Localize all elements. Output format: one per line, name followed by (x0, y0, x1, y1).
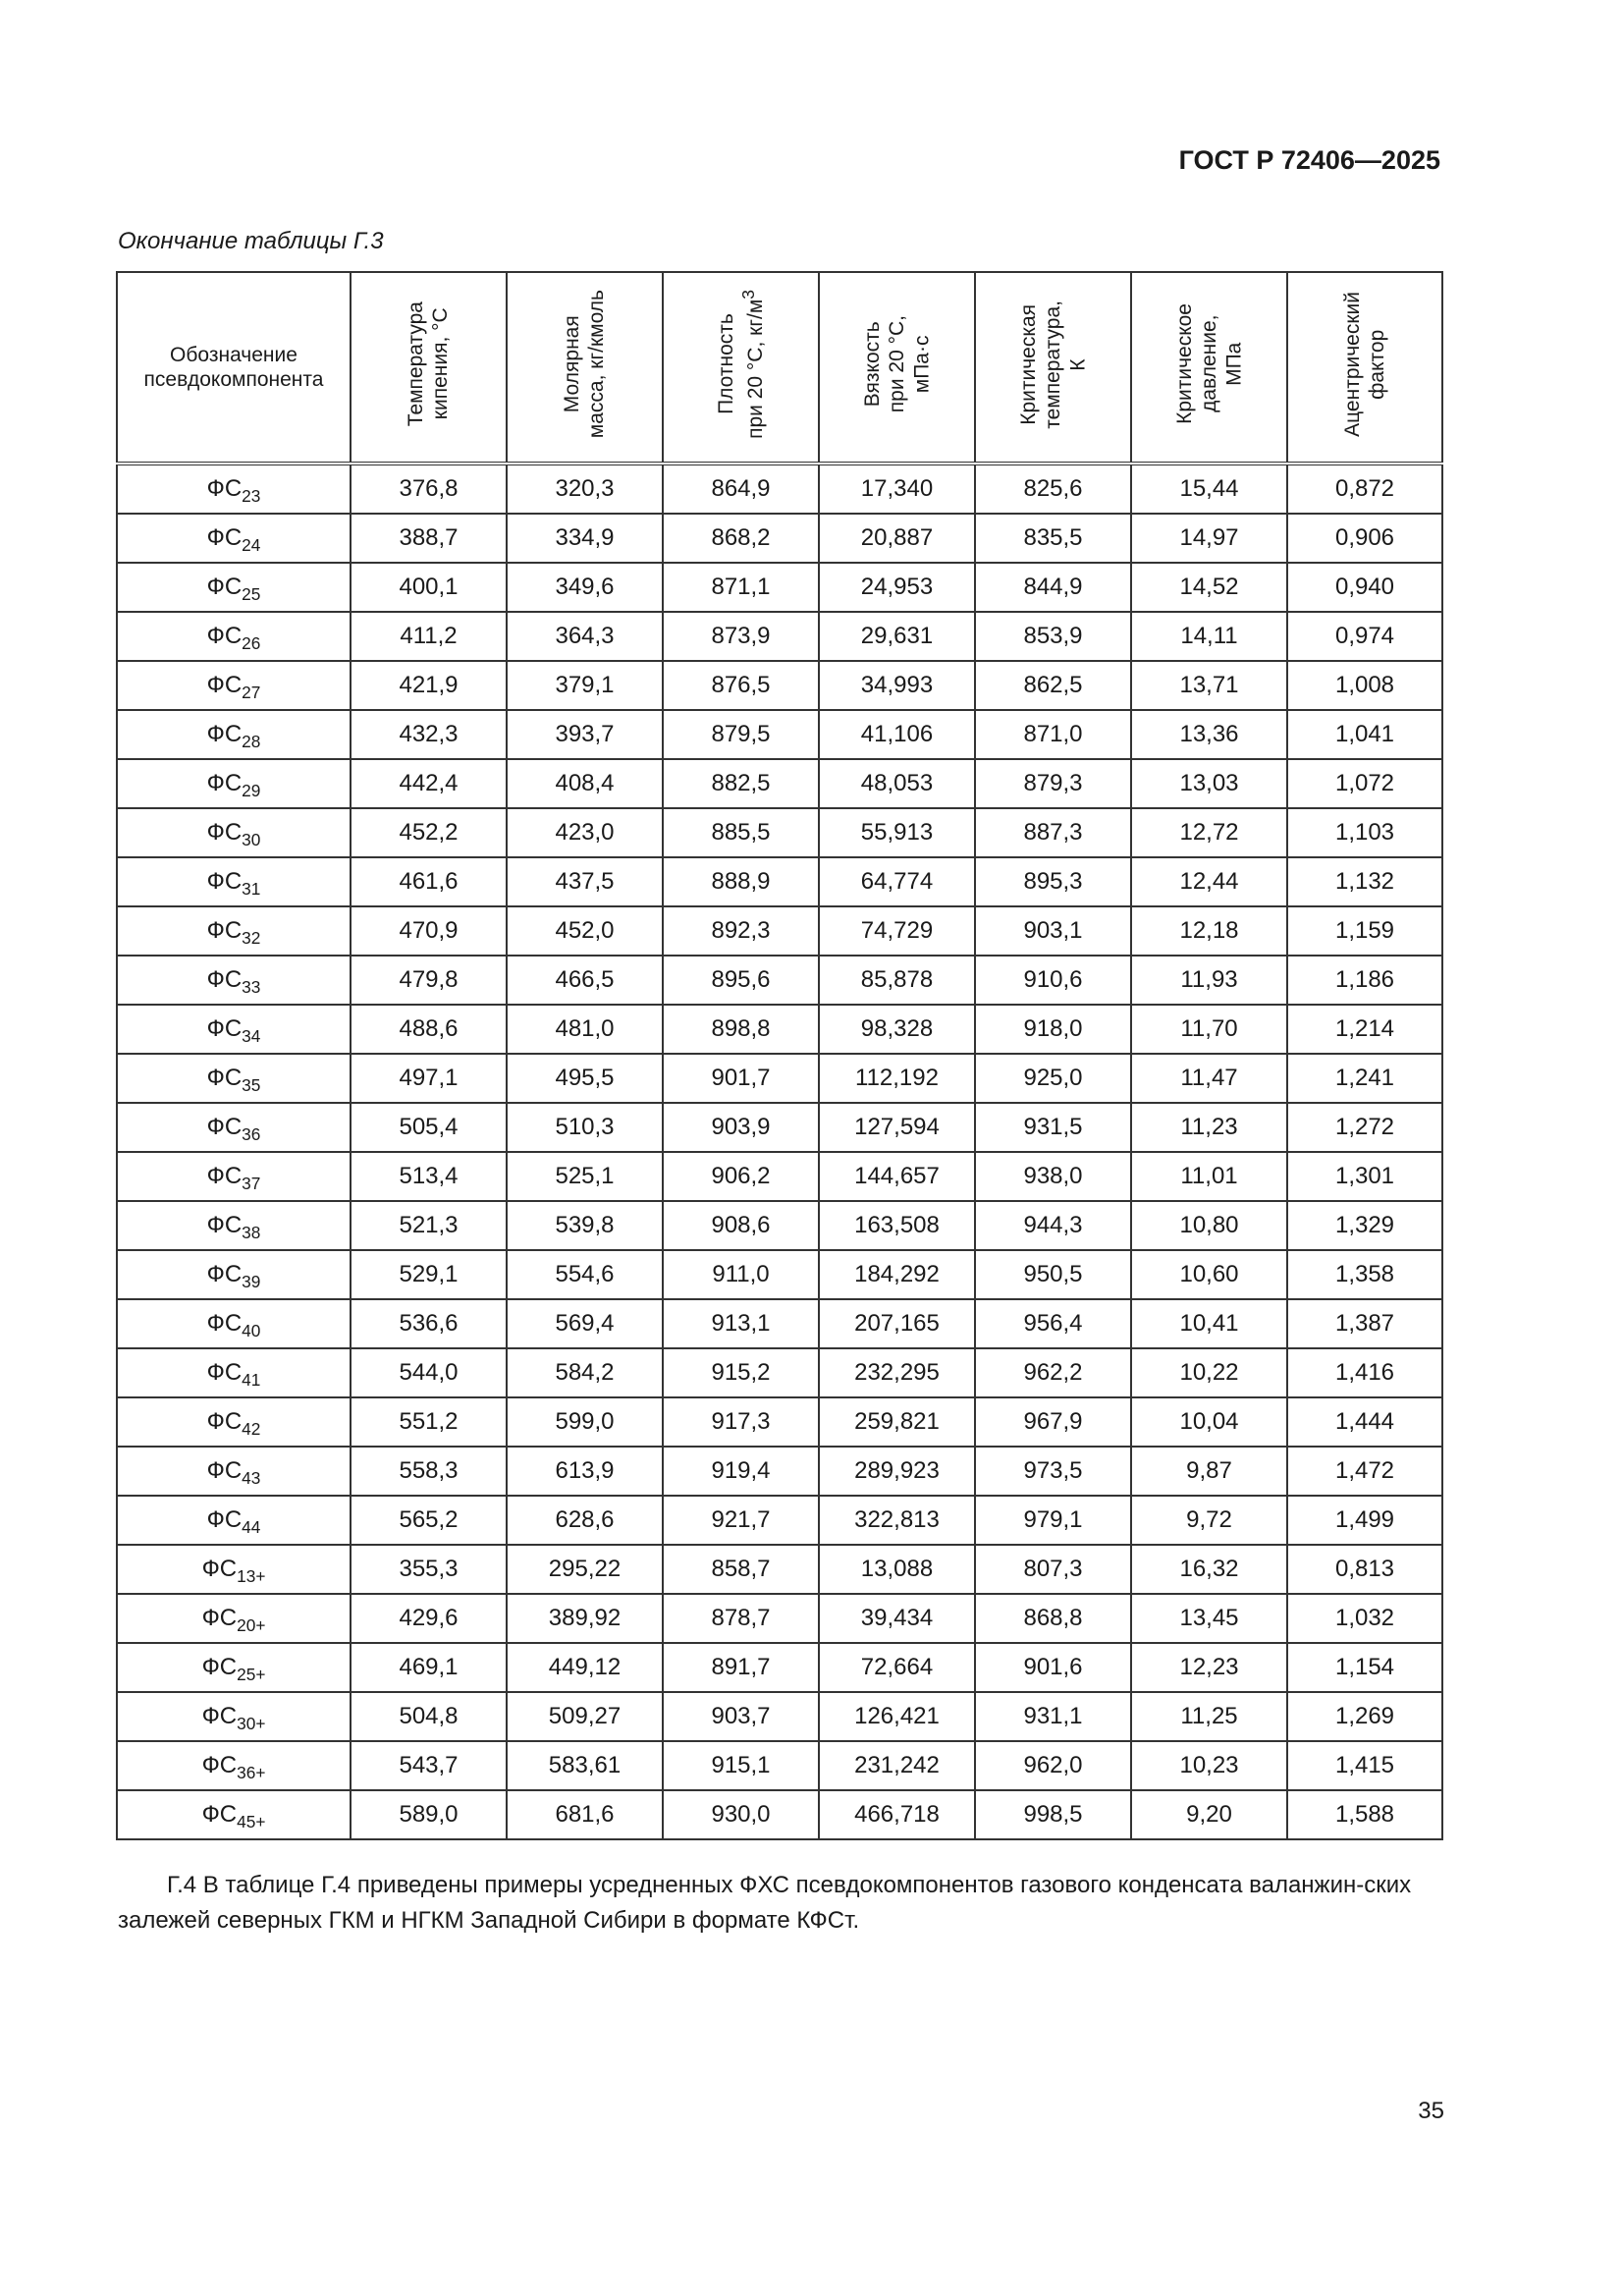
value-cell: 411,2 (351, 612, 507, 661)
table-row (117, 1054, 1442, 1103)
value-cell: 1,269 (1287, 1692, 1442, 1741)
table-row (117, 1741, 1442, 1790)
value-cell: 0,974 (1287, 612, 1442, 661)
table-row (117, 1005, 1442, 1054)
value-cell: 393,7 (507, 710, 663, 759)
value-cell: 20,887 (819, 514, 975, 563)
value-cell: 853,9 (975, 612, 1131, 661)
pseudocomponent-cell: $ФС_{36+}$ (117, 1741, 351, 1790)
value-cell: 871,1 (663, 563, 819, 612)
pseudocomponent-cell: $ФС_{44}$ (117, 1496, 351, 1545)
table-header-row (117, 272, 1442, 464)
value-cell: 495,5 (507, 1054, 663, 1103)
value-cell: 979,1 (975, 1496, 1131, 1545)
value-cell: 915,1 (663, 1741, 819, 1790)
value-cell: 13,03 (1131, 759, 1287, 808)
table-row (117, 710, 1442, 759)
value-cell: 887,3 (975, 808, 1131, 857)
value-cell: 11,01 (1131, 1152, 1287, 1201)
value-cell: 967,9 (975, 1397, 1131, 1447)
pseudocomponent-cell: $ФС_{35}$ (117, 1054, 351, 1103)
value-cell: 1,472 (1287, 1447, 1442, 1496)
value-cell: 14,11 (1131, 612, 1287, 661)
value-cell: 862,5 (975, 661, 1131, 710)
value-cell: 11,93 (1131, 956, 1287, 1005)
value-cell: 85,878 (819, 956, 975, 1005)
value-cell: 11,23 (1131, 1103, 1287, 1152)
value-cell: 509,27 (507, 1692, 663, 1741)
value-cell: 925,0 (975, 1054, 1131, 1103)
value-cell: 13,45 (1131, 1594, 1287, 1643)
value-cell: 871,0 (975, 710, 1131, 759)
table-row (117, 1103, 1442, 1152)
value-cell: 807,3 (975, 1545, 1131, 1594)
pseudocomponent-cell: $ФС_{28}$ (117, 710, 351, 759)
value-cell: 918,0 (975, 1005, 1131, 1054)
value-cell: 876,5 (663, 661, 819, 710)
value-cell: 1,416 (1287, 1348, 1442, 1397)
table-row (117, 514, 1442, 563)
value-cell: 10,23 (1131, 1741, 1287, 1790)
table-row (117, 956, 1442, 1005)
value-cell: 919,4 (663, 1447, 819, 1496)
value-cell: 931,5 (975, 1103, 1131, 1152)
value-cell: 543,7 (351, 1741, 507, 1790)
value-cell: 864,9 (663, 464, 819, 514)
table-body (117, 464, 1442, 1839)
value-cell: 938,0 (975, 1152, 1131, 1201)
value-cell: 895,3 (975, 857, 1131, 906)
value-cell: 911,0 (663, 1250, 819, 1299)
value-cell: 408,4 (507, 759, 663, 808)
pseudocomponent-cell: $ФС_{37}$ (117, 1152, 351, 1201)
header-density: Плотность при 20 °С, $кг/м^3$ (663, 272, 819, 464)
value-cell: 888,9 (663, 857, 819, 906)
value-cell: 497,1 (351, 1054, 507, 1103)
value-cell: 41,106 (819, 710, 975, 759)
value-cell: 9,20 (1131, 1790, 1287, 1839)
table-row (117, 464, 1442, 514)
data-table (116, 271, 1443, 1840)
value-cell: 488,6 (351, 1005, 507, 1054)
value-cell: 432,3 (351, 710, 507, 759)
value-cell: 10,41 (1131, 1299, 1287, 1348)
value-cell: 885,5 (663, 808, 819, 857)
table-row (117, 857, 1442, 906)
value-cell: 879,5 (663, 710, 819, 759)
table-row (117, 759, 1442, 808)
value-cell: 72,664 (819, 1643, 975, 1692)
value-cell: 891,7 (663, 1643, 819, 1692)
value-cell: 1,329 (1287, 1201, 1442, 1250)
value-cell: 259,821 (819, 1397, 975, 1447)
value-cell: 903,9 (663, 1103, 819, 1152)
value-cell: 74,729 (819, 906, 975, 956)
value-cell: 429,6 (351, 1594, 507, 1643)
value-cell: 13,088 (819, 1545, 975, 1594)
value-cell: 901,7 (663, 1054, 819, 1103)
value-cell: 400,1 (351, 563, 507, 612)
pseudocomponent-cell: $ФС_{39}$ (117, 1250, 351, 1299)
value-cell: 513,4 (351, 1152, 507, 1201)
value-cell: 127,594 (819, 1103, 975, 1152)
value-cell: 10,04 (1131, 1397, 1287, 1447)
value-cell: 910,6 (975, 956, 1131, 1005)
value-cell: 16,32 (1131, 1545, 1287, 1594)
header-critical-temp: Критическая температура, К (975, 272, 1131, 464)
value-cell: 126,421 (819, 1692, 975, 1741)
value-cell: 569,4 (507, 1299, 663, 1348)
value-cell: 437,5 (507, 857, 663, 906)
value-cell: 510,3 (507, 1103, 663, 1152)
value-cell: 29,631 (819, 612, 975, 661)
value-cell: 536,6 (351, 1299, 507, 1348)
value-cell: 55,913 (819, 808, 975, 857)
table-row (117, 1348, 1442, 1397)
value-cell: 1,186 (1287, 956, 1442, 1005)
pseudocomponent-cell: $ФС_{42}$ (117, 1397, 351, 1447)
value-cell: 48,053 (819, 759, 975, 808)
value-cell: 873,9 (663, 612, 819, 661)
value-cell: 1,358 (1287, 1250, 1442, 1299)
value-cell: 295,22 (507, 1545, 663, 1594)
value-cell: 442,4 (351, 759, 507, 808)
value-cell: 589,0 (351, 1790, 507, 1839)
value-cell: 355,3 (351, 1545, 507, 1594)
pseudocomponent-cell: $ФС_{34}$ (117, 1005, 351, 1054)
value-cell: 901,6 (975, 1643, 1131, 1692)
value-cell: 878,7 (663, 1594, 819, 1643)
value-cell: 379,1 (507, 661, 663, 710)
value-cell: 0,813 (1287, 1545, 1442, 1594)
pseudocomponent-cell: $ФС_{23}$ (117, 464, 351, 514)
value-cell: 0,872 (1287, 464, 1442, 514)
value-cell: 481,0 (507, 1005, 663, 1054)
document-code: ГОСТ Р 72406—2025 (1178, 145, 1440, 175)
value-cell: 12,23 (1131, 1643, 1287, 1692)
value-cell: 388,7 (351, 514, 507, 563)
value-cell: 452,2 (351, 808, 507, 857)
value-cell: 858,7 (663, 1545, 819, 1594)
value-cell: 34,993 (819, 661, 975, 710)
value-cell: 469,1 (351, 1643, 507, 1692)
page-number: 35 (1418, 2098, 1444, 2124)
value-cell: 39,434 (819, 1594, 975, 1643)
value-cell: 479,8 (351, 956, 507, 1005)
value-cell: 1,415 (1287, 1741, 1442, 1790)
value-cell: 1,499 (1287, 1496, 1442, 1545)
pseudocomponent-cell: $ФС_{26}$ (117, 612, 351, 661)
value-cell: 1,008 (1287, 661, 1442, 710)
pseudocomponent-cell: $ФС_{43}$ (117, 1447, 351, 1496)
value-cell: 320,3 (507, 464, 663, 514)
value-cell: 1,444 (1287, 1397, 1442, 1447)
header-molar-mass: Молярная масса, кг/кмоль (507, 272, 663, 464)
pseudocomponent-cell: $ФС_{29}$ (117, 759, 351, 808)
value-cell: 11,70 (1131, 1005, 1287, 1054)
value-cell: 913,1 (663, 1299, 819, 1348)
table-row (117, 1299, 1442, 1348)
table-row (117, 1496, 1442, 1545)
value-cell: 921,7 (663, 1496, 819, 1545)
value-cell: 466,718 (819, 1790, 975, 1839)
value-cell: 544,0 (351, 1348, 507, 1397)
value-cell: 144,657 (819, 1152, 975, 1201)
value-cell: 930,0 (663, 1790, 819, 1839)
value-cell: 289,923 (819, 1447, 975, 1496)
value-cell: 892,3 (663, 906, 819, 956)
value-cell: 207,165 (819, 1299, 975, 1348)
value-cell: 14,52 (1131, 563, 1287, 612)
value-cell: 389,92 (507, 1594, 663, 1643)
value-cell: 24,953 (819, 563, 975, 612)
value-cell: 1,241 (1287, 1054, 1442, 1103)
pseudocomponent-cell: $ФС_{41}$ (117, 1348, 351, 1397)
pseudocomponent-cell: $ФС_{31}$ (117, 857, 351, 906)
paragraph-g4 (118, 1868, 1445, 1939)
value-cell: 1,041 (1287, 710, 1442, 759)
value-cell: 322,813 (819, 1496, 975, 1545)
value-cell: 1,159 (1287, 906, 1442, 956)
table-row (117, 563, 1442, 612)
table-row (117, 1447, 1442, 1496)
value-cell: 521,3 (351, 1201, 507, 1250)
value-cell: 334,9 (507, 514, 663, 563)
table-row (117, 1152, 1442, 1201)
value-cell: 525,1 (507, 1152, 663, 1201)
value-cell: 10,22 (1131, 1348, 1287, 1397)
pseudocomponent-cell: $ФС_{25}$ (117, 563, 351, 612)
value-cell: 64,774 (819, 857, 975, 906)
header-viscosity: Вязкость при 20 °С, мПа·с (819, 272, 975, 464)
value-cell: 9,72 (1131, 1496, 1287, 1545)
value-cell: 956,4 (975, 1299, 1131, 1348)
table-row (117, 1201, 1442, 1250)
value-cell: 628,6 (507, 1496, 663, 1545)
value-cell: 12,18 (1131, 906, 1287, 956)
pseudocomponent-cell: $ФС_{38}$ (117, 1201, 351, 1250)
value-cell: 1,272 (1287, 1103, 1442, 1152)
value-cell: 844,9 (975, 563, 1131, 612)
value-cell: 504,8 (351, 1692, 507, 1741)
value-cell: 931,1 (975, 1692, 1131, 1741)
value-cell: 12,72 (1131, 808, 1287, 857)
table-row (117, 1790, 1442, 1839)
value-cell: 466,5 (507, 956, 663, 1005)
value-cell: 10,60 (1131, 1250, 1287, 1299)
table-row (117, 808, 1442, 857)
table-row (117, 661, 1442, 710)
value-cell: 962,0 (975, 1741, 1131, 1790)
value-cell: 915,2 (663, 1348, 819, 1397)
value-cell: 681,6 (507, 1790, 663, 1839)
value-cell: 0,906 (1287, 514, 1442, 563)
value-cell: 10,80 (1131, 1201, 1287, 1250)
value-cell: 825,6 (975, 464, 1131, 514)
value-cell: 376,8 (351, 464, 507, 514)
value-cell: 895,6 (663, 956, 819, 1005)
value-cell: 11,47 (1131, 1054, 1287, 1103)
value-cell: 882,5 (663, 759, 819, 808)
value-cell: 962,2 (975, 1348, 1131, 1397)
value-cell: 903,1 (975, 906, 1131, 956)
value-cell: 950,5 (975, 1250, 1131, 1299)
value-cell: 13,36 (1131, 710, 1287, 759)
value-cell: 903,7 (663, 1692, 819, 1741)
value-cell: 505,4 (351, 1103, 507, 1152)
value-cell: 163,508 (819, 1201, 975, 1250)
table-row (117, 1594, 1442, 1643)
pseudocomponent-cell: $ФС_{30+}$ (117, 1692, 351, 1741)
table-row (117, 612, 1442, 661)
value-cell: 868,2 (663, 514, 819, 563)
table-row (117, 1692, 1442, 1741)
pseudocomponent-cell: $ФС_{27}$ (117, 661, 351, 710)
value-cell: 998,5 (975, 1790, 1131, 1839)
value-cell: 835,5 (975, 514, 1131, 563)
pseudocomponent-cell: $ФС_{45+}$ (117, 1790, 351, 1839)
value-cell: 17,340 (819, 464, 975, 514)
pseudocomponent-cell: $ФС_{20+}$ (117, 1594, 351, 1643)
value-cell: 461,6 (351, 857, 507, 906)
header-acentric-factor: Ацентрический фактор (1287, 272, 1442, 464)
value-cell: 0,940 (1287, 563, 1442, 612)
pseudocomponent-cell: $ФС_{13+}$ (117, 1545, 351, 1594)
pseudocomponent-cell: $ФС_{32}$ (117, 906, 351, 956)
value-cell: 565,2 (351, 1496, 507, 1545)
value-cell: 421,9 (351, 661, 507, 710)
value-cell: 908,6 (663, 1201, 819, 1250)
pseudocomponent-cell: $ФС_{40}$ (117, 1299, 351, 1348)
value-cell: 470,9 (351, 906, 507, 956)
value-cell: 554,6 (507, 1250, 663, 1299)
value-cell: 898,8 (663, 1005, 819, 1054)
table-caption: Окончание таблицы Г.3 (118, 228, 384, 254)
pseudocomponent-cell: $ФС_{36}$ (117, 1103, 351, 1152)
value-cell: 879,3 (975, 759, 1131, 808)
header-critical-pressure: Критическое давление, МПа (1131, 272, 1287, 464)
value-cell: 364,3 (507, 612, 663, 661)
value-cell: 584,2 (507, 1348, 663, 1397)
value-cell: 583,61 (507, 1741, 663, 1790)
value-cell: 423,0 (507, 808, 663, 857)
value-cell: 1,387 (1287, 1299, 1442, 1348)
value-cell: 917,3 (663, 1397, 819, 1447)
value-cell: 449,12 (507, 1643, 663, 1692)
value-cell: 1,032 (1287, 1594, 1442, 1643)
value-cell: 551,2 (351, 1397, 507, 1447)
pseudocomponent-cell: $ФС_{33}$ (117, 956, 351, 1005)
value-cell: 231,242 (819, 1741, 975, 1790)
value-cell: 529,1 (351, 1250, 507, 1299)
header-pseudocomponent: Обозначение псевдокомпонента (117, 272, 351, 464)
table-row (117, 1545, 1442, 1594)
value-cell: 12,44 (1131, 857, 1287, 906)
value-cell: 14,97 (1131, 514, 1287, 563)
pseudocomponent-cell: $ФС_{30}$ (117, 808, 351, 857)
paragraph-text: Г.4 В таблице Г.4 приведены примеры усредненных ФХС псевдокомпонентов газового конденсата валанжин-ских залежей северных ГКМ и НГКМ Западной Сибири в формате КФСт. (118, 1872, 1412, 1934)
value-cell: 9,87 (1131, 1447, 1287, 1496)
table-row (117, 1397, 1442, 1447)
value-cell: 11,25 (1131, 1692, 1287, 1741)
value-cell: 15,44 (1131, 464, 1287, 514)
value-cell: 184,292 (819, 1250, 975, 1299)
value-cell: 1,103 (1287, 808, 1442, 857)
value-cell: 349,6 (507, 563, 663, 612)
value-cell: 1,072 (1287, 759, 1442, 808)
value-cell: 558,3 (351, 1447, 507, 1496)
value-cell: 944,3 (975, 1201, 1131, 1250)
table-row (117, 1250, 1442, 1299)
value-cell: 1,301 (1287, 1152, 1442, 1201)
value-cell: 973,5 (975, 1447, 1131, 1496)
value-cell: 1,588 (1287, 1790, 1442, 1839)
value-cell: 98,328 (819, 1005, 975, 1054)
value-cell: 112,192 (819, 1054, 975, 1103)
value-cell: 1,132 (1287, 857, 1442, 906)
pseudocomponent-cell: $ФС_{24}$ (117, 514, 351, 563)
value-cell: 868,8 (975, 1594, 1131, 1643)
header-boiling-temp: Температура кипения, °С (351, 272, 507, 464)
pseudocomponent-cell: $ФС_{25+}$ (117, 1643, 351, 1692)
value-cell: 906,2 (663, 1152, 819, 1201)
value-cell: 1,154 (1287, 1643, 1442, 1692)
value-cell: 599,0 (507, 1397, 663, 1447)
value-cell: 13,71 (1131, 661, 1287, 710)
value-cell: 232,295 (819, 1348, 975, 1397)
value-cell: 1,214 (1287, 1005, 1442, 1054)
table-row (117, 906, 1442, 956)
value-cell: 613,9 (507, 1447, 663, 1496)
value-cell: 452,0 (507, 906, 663, 956)
table-row (117, 1643, 1442, 1692)
value-cell: 539,8 (507, 1201, 663, 1250)
